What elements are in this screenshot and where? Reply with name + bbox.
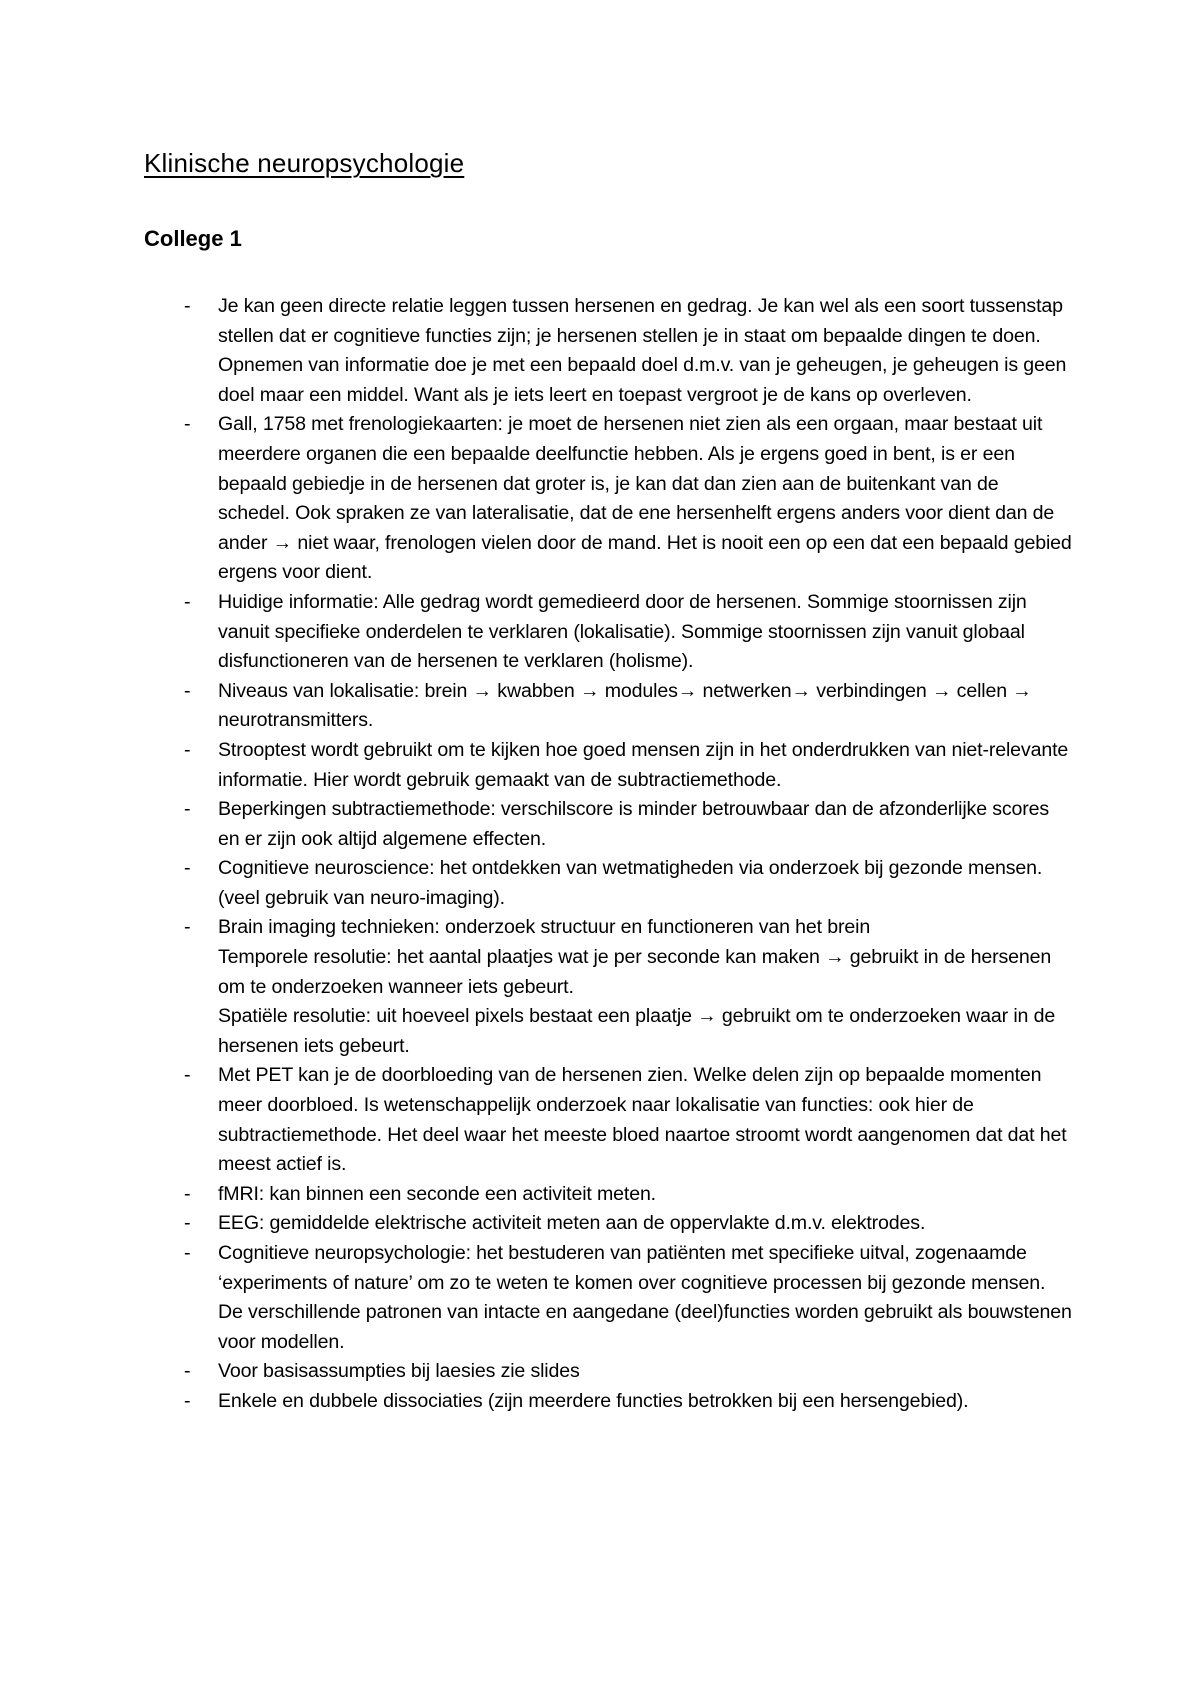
section-heading: College 1 xyxy=(144,226,242,251)
list-item: - Gall, 1758 met frenologiekaarten: je moet de hersenen niet zien als een orgaan, maar bestaat uit meerdere organen die een bepaalde deelfunctie hebben. Als je ergens goed in bent, is er een bepaald gebiedje in de hersenen dat groter is, je kan dat dan zien aan de buitenkant van de schedel. Ook spraken ze van lateralisatie, dat de ene hersenhelft ergens anders voor dient dan de ander → niet waar, frenologen vielen door de mand. Het is nooit een op een dat een bepaald gebied ergens voor dient. xyxy=(144,410,1074,588)
list-item: - Enkele en dubbele dissociaties (zijn meerdere functies betrokken bij een hersengebied). xyxy=(144,1387,1074,1417)
list-item-continuation: Spatiële resolutie: uit hoeveel pixels bestaat een plaatje → gebruikt om te onderzoeken waar in de hersenen iets gebeurt. xyxy=(218,1005,1056,1057)
list-item: - Je kan geen directe relatie leggen tussen hersenen en gedrag. Je kan wel als een soort tussenstap stellen dat er cognitieve functies zijn; je hersenen stellen je in staat om bepaalde dingen te doen. Opnemen van informatie doe je met een bepaald doel d.m.v. van je geheugen, je geheugen is geen doel maar een middel. Want als je iets leert en toepast vergroot je de kans op overleven. xyxy=(144,292,1074,410)
document-title: Klinische neuropsychologie xyxy=(144,148,465,178)
list-item: - Niveaus van lokalisatie: brein → kwabben → modules→ netwerken→ verbindingen → cellen → neurotransmitters. xyxy=(144,677,1074,736)
list-item: - Cognitieve neuroscience: het ontdekken van wetmatigheden via onderzoek bij gezonde mensen. (veel gebruik van neuro-imaging). xyxy=(144,854,1074,913)
bullet-list xyxy=(144,292,1074,1417)
list-item: - EEG: gemiddelde elektrische activiteit meten aan de oppervlakte d.m.v. elektrodes. xyxy=(144,1209,1074,1239)
list-item: - Brain imaging technieken: onderzoek structuur en functioneren van het brein xyxy=(144,913,1074,943)
list-item-continuation: Temporele resolutie: het aantal plaatjes wat je per seconde kan maken → gebruikt in de hersenen om te onderzoeken wanneer iets gebeurt. xyxy=(218,946,1052,998)
list-item: - Huidige informatie: Alle gedrag wordt gemedieerd door de hersenen. Sommige stoornissen zijn vanuit specifieke onderdelen te verklaren (lokalisatie). Sommige stoornissen zijn vanuit globaal disfunctioneren van de hersenen te verklaren (holisme). xyxy=(144,588,1074,677)
list-item: - Beperkingen subtractiemethode: verschilscore is minder betrouwbaar dan de afzonderlijke scores en er zijn ook altijd algemene effecten. xyxy=(144,795,1074,854)
list-item: - Voor basisassumpties bij laesies zie slides xyxy=(144,1357,1074,1387)
list-item: - Met PET kan je de doorbloeding van de hersenen zien. Welke delen zijn op bepaalde momenten meer doorbloed. Is wetenschappelijk onderzoek naar lokalisatie van functies: ook hier de subtractiemethode. Het deel waar het meeste bloed naartoe stroomt wordt aangenomen dat dat het meest actief is. xyxy=(144,1061,1074,1179)
list-item: - Cognitieve neuropsychologie: het bestuderen van patiënten met specifieke uitval, zogenaamde ‘experiments of nature’ om zo te weten te komen over cognitieve processen bij gezonde mensen. De verschillende patronen van intacte en aangedane (deel)functies worden gebruikt als bouwstenen voor modellen. xyxy=(144,1239,1074,1357)
list-item: - Strooptest wordt gebruikt om te kijken hoe goed mensen zijn in het onderdrukken van niet-relevante informatie. Hier wordt gebruik gemaakt van de subtractiemethode. xyxy=(144,736,1074,795)
list-item: - fMRI: kan binnen een seconde een activiteit meten. xyxy=(144,1180,1074,1210)
